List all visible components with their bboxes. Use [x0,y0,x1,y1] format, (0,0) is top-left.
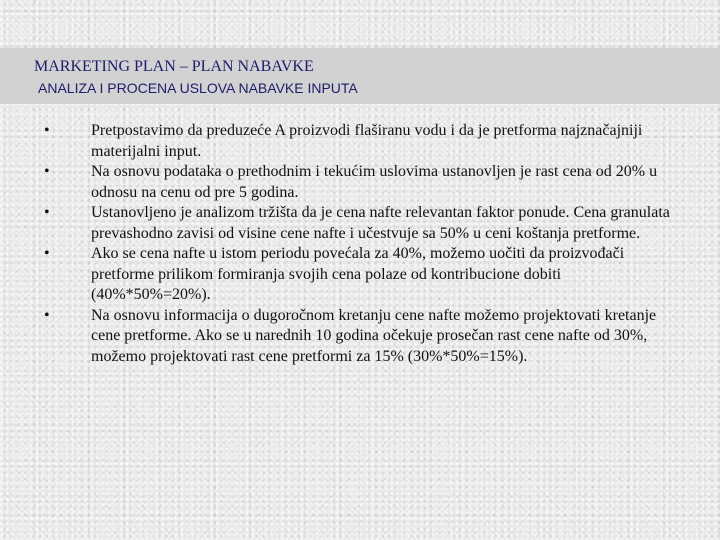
bullet-text: Ustanovljeno je analizom tržišta da je cena nafte relevantan faktor ponude. Cena granulata prevashodno zavisi od visine cene nafte i učestvuje sa 50% u ceni koštanja pretforme. [91,204,670,242]
slide-subtitle: ANALIZA I PROCENA USLOVA NABAVKE INPUTA [38,80,358,96]
bullet-icon: • [44,306,50,324]
bullet-item [0,244,680,306]
bullet-item [0,162,680,203]
bullet-item [0,306,680,368]
bullet-icon: • [44,163,50,180]
bullet-item [0,121,680,162]
bullet-icon: • [44,204,50,221]
bullet-text: Ako se cena nafte u istom periodu povećala za 40%, možemo uočiti da proizvođači pretforme prilikom formiranja svojih cena polaze od kontribucione dobiti (40%*50%=20%). [91,245,625,303]
slide-title: MARKETING PLAN – PLAN NABAVKE [34,58,314,75]
bullet-item [0,203,680,244]
bullet-icon: • [44,245,50,262]
bullet-text: Na osnovu informacija o dugoročnom kretanju cene nafte možemo projektovati kretanje cene pretforme. Ako se u narednih 10 godina očekuje prosečan rast cene nafte od 30%, možemo projektovati rast cene pretformi za 15% (30%*50%=15%). [91,306,657,365]
bullet-text: Na osnovu podataka o prethodnim i tekućim uslovima ustanovljen je rast cena od 20% u odnosu na cenu od pre 5 godina. [91,163,658,201]
bullet-icon: • [44,122,50,139]
bullet-list [0,121,720,367]
bullet-text: Pretpostavimo da preduzeće A proizvodi flaširanu vodu i da je pretforma najznačajniji materijalni input. [91,122,643,160]
